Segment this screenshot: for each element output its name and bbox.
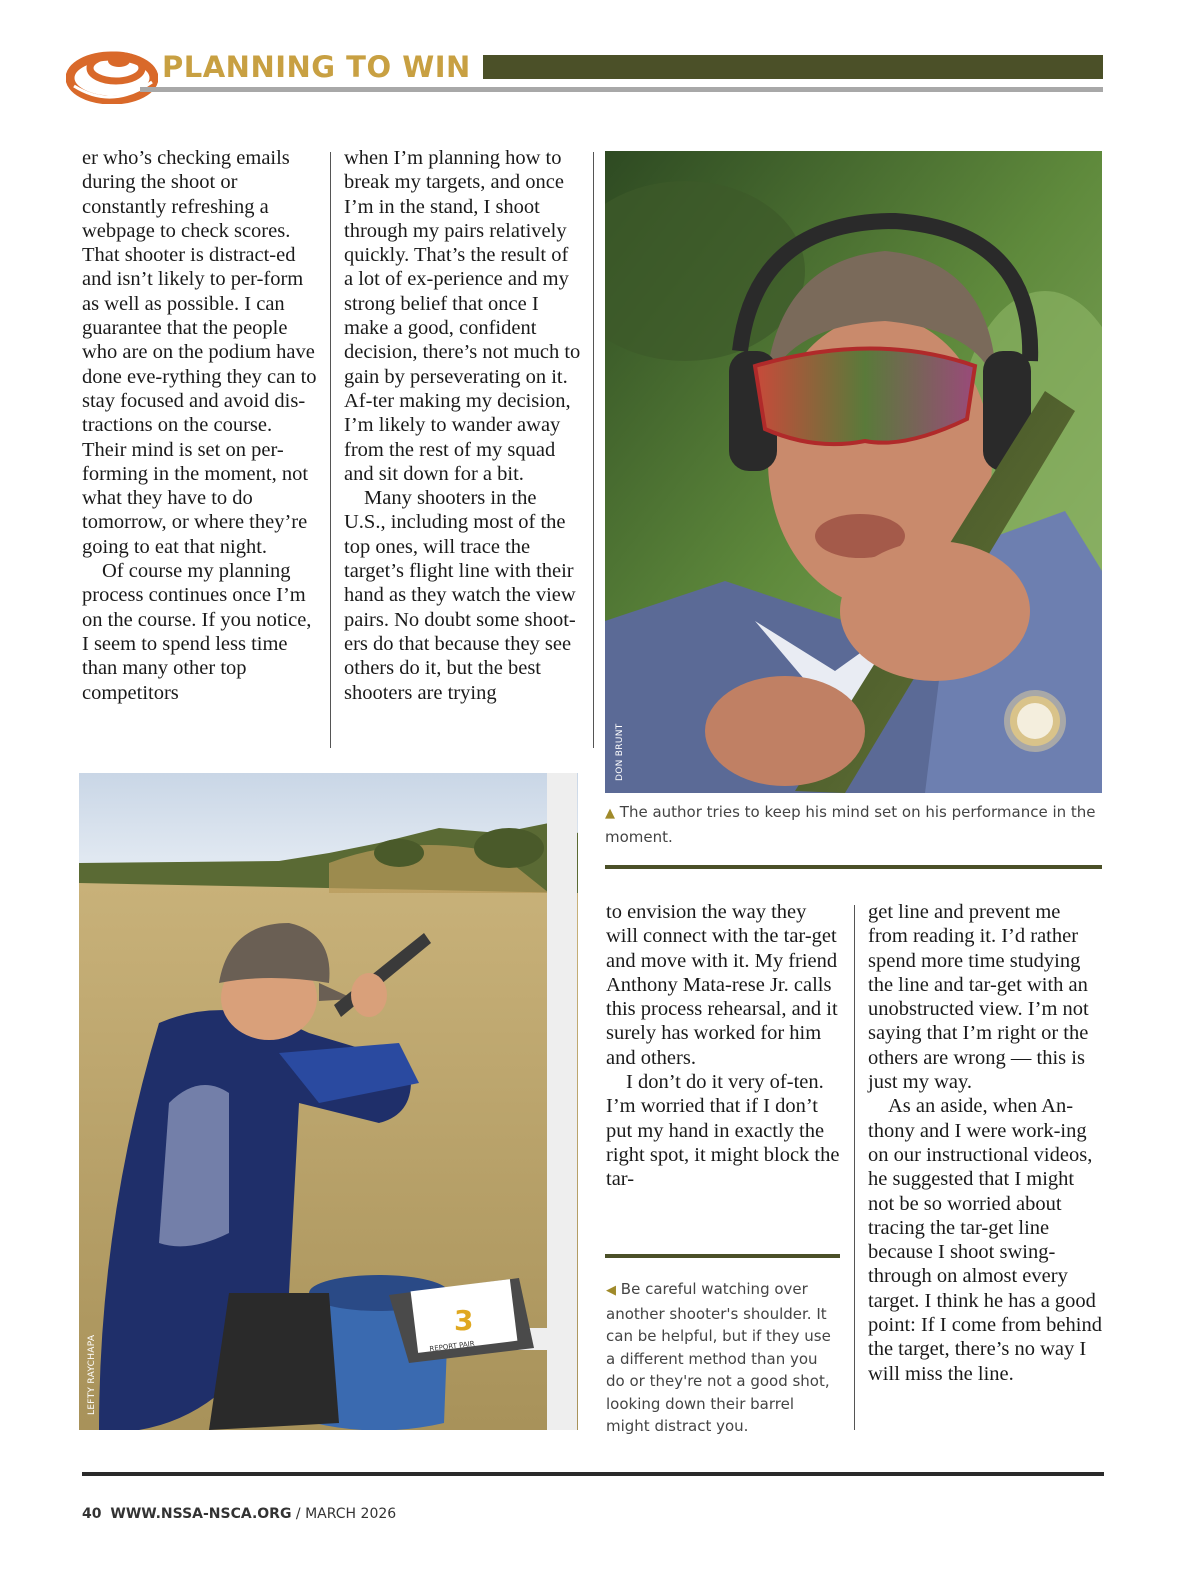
author-photo-illustration — [605, 151, 1102, 793]
footer-rule — [82, 1472, 1104, 1476]
shooter-photo — [79, 773, 578, 1430]
caption-triangle-icon: ◀ — [606, 1283, 616, 1298]
caption-triangle-icon: ▲ — [605, 806, 615, 821]
paragraph: get line and prevent me from reading it. I’d rather spend more time studying the line and tar-get with an unobstructed view. I’m not saying that I’m right or the others are wrong — this is just my way. — [868, 901, 1089, 1094]
header-bar — [483, 55, 1103, 79]
caption-text: Be careful watching over another shooter's shoulder. It can be helpful, but if they use a different method than you do or they're not a good shot, looking down their barrel might distract you. — [606, 1280, 831, 1435]
paragraph: to envision the way they will connect with the tar-get and move with it. My friend Anthony Mata-rese Jr. calls this process rehearsal, and it surely has worked for him and others. — [606, 901, 838, 1069]
photo-credit: DON BRUNT — [615, 723, 625, 781]
shooter-photo-caption — [606, 1278, 840, 1438]
page-footer — [82, 1506, 396, 1522]
article-column-3 — [606, 900, 840, 1192]
article-column-2 — [344, 146, 582, 705]
station-sign-text: REPORT PAIR — [429, 1339, 476, 1354]
paragraph: I don’t do it very of-ten. I’m worried that if I don’t put my hand in exactly the right spot, it might block the tar- — [606, 1071, 840, 1191]
footer-separator: / — [295, 1506, 301, 1522]
shooter-photo-illustration — [79, 773, 578, 1430]
article-column-4 — [868, 900, 1104, 1386]
issue-date: MARCH 2026 — [305, 1506, 397, 1522]
caption-divider — [605, 1254, 840, 1258]
paragraph: when I’m planning how to break my targets, and once I’m in the stand, I shoot through my pairs relatively quickly. That’s the result of a lot of ex-perience and my strong belief that once I make a good, confident decision, there’s not much to gain by perseverating on it. Af-ter making my decision, I’m likely to wander away from the rest of my squad and sit down for a bit. — [344, 147, 581, 485]
photo-credit: LEFTY RAYCHAPA — [87, 1334, 97, 1415]
paragraph: Of course my planning process continues once I’m on the course. If you notice, I seem to spend less time than many other top competitors — [82, 560, 312, 704]
author-photo — [605, 151, 1102, 793]
article-column-1 — [82, 146, 318, 705]
paragraph: er who’s checking emails during the shoot or constantly refreshing a webpage to check scores. That shooter is distract-ed and isn’t likely to per-form as well as possible. I can guarantee that the people who are on the podium have done eve-rything they can to stay focused and avoid dis-tractions on the course. Their mind is set on per-forming in the moment, not what they have to do tomorrow, or where they’re going to eat that night. — [82, 147, 317, 558]
target-rings-icon — [66, 42, 158, 104]
column-divider — [593, 152, 594, 748]
website-link[interactable]: WWW.NSSA-NSCA.ORG — [110, 1506, 292, 1522]
author-photo-caption — [605, 801, 1102, 848]
paragraph: As an aside, when An-thony and I were work-ing on our instructional videos, he suggested that I might not be so worried about tracing the tar-get line because I shoot swing-through on almost every target. I think he has a good point: If I come from behind the target, there’s no way I will miss the line. — [868, 1095, 1102, 1385]
caption-divider — [605, 865, 1102, 869]
page-number: 40 — [82, 1506, 102, 1522]
section-title: PLANNING TO WIN — [162, 50, 471, 84]
column-divider — [330, 152, 331, 748]
paragraph: Many shooters in the U.S., including most of the top ones, will trace the target’s flight line with their hand as they watch the view pairs. No doubt some shoot-ers do that because they see others do it, but the best shooters are trying — [344, 487, 576, 704]
station-sign-number: 3 — [454, 1304, 474, 1337]
header-rule — [140, 87, 1103, 92]
caption-text: The author tries to keep his mind set on his performance in the moment. — [605, 803, 1096, 846]
column-divider — [854, 905, 855, 1430]
